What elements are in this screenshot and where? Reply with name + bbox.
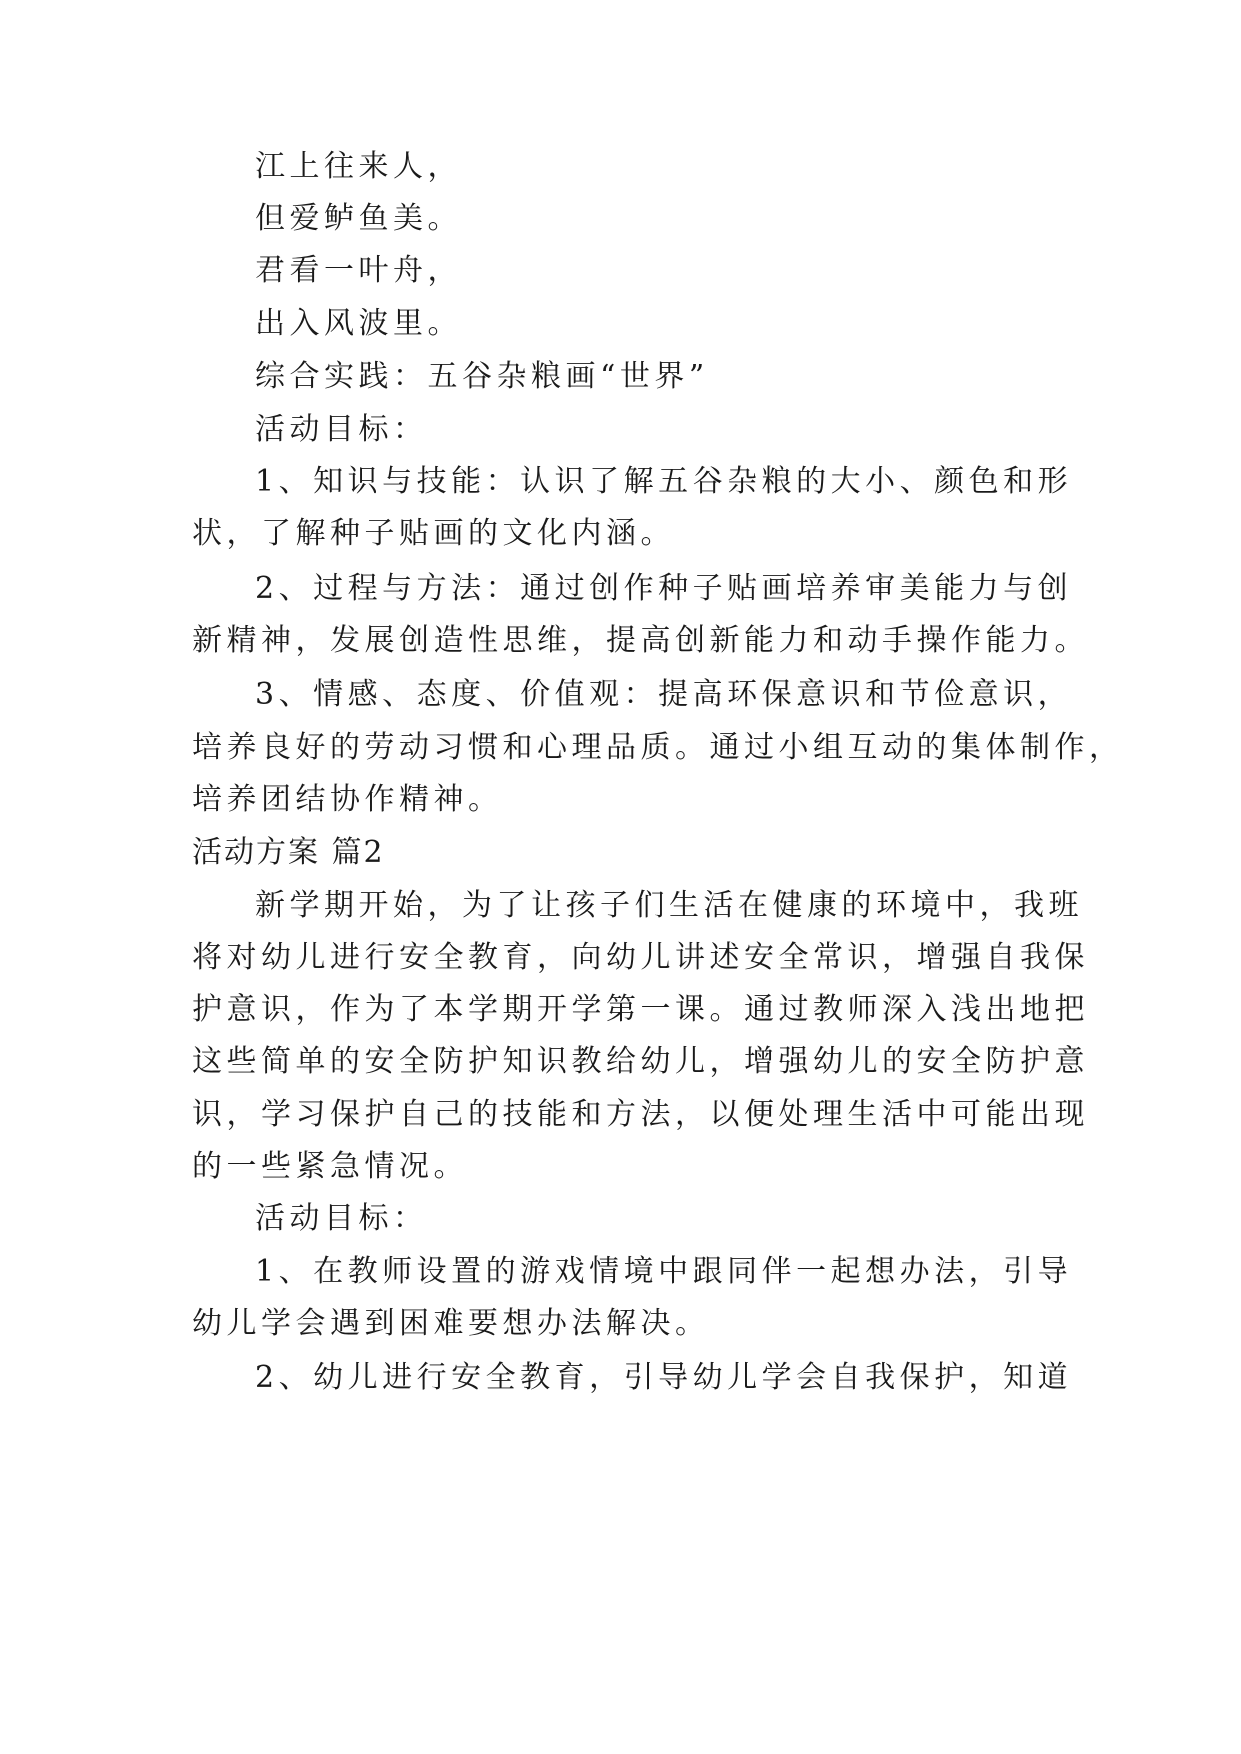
paragraph-line: 培养良好的劳动习惯和心理品质。通过小组互动的集体制作， — [192, 730, 1124, 765]
paragraph-line: 识，学习保护自己的技能和方法，以便处理生活中可能出现 — [192, 1097, 1089, 1132]
paragraph-line: 新精神，发展创造性思维，提高创新能力和动手操作能力。 — [192, 623, 1089, 658]
paragraph-line: 幼儿学会遇到困难要想办法解决。 — [192, 1306, 710, 1341]
paragraph-line: 1、知识与技能：认识了解五谷杂粮的大小、颜色和形 — [255, 464, 1073, 499]
poem-line: 君看一叶舟， — [255, 253, 462, 288]
poem-line: 但爱鲈鱼美。 — [255, 201, 462, 236]
paragraph-line: 2、过程与方法：通过创作种子贴画培养审美能力与创 — [255, 571, 1073, 606]
paragraph-line: 将对幼儿进行安全教育，向幼儿讲述安全常识，增强自我保 — [192, 940, 1089, 975]
paragraph-line: 状，了解种子贴画的文化内涵。 — [192, 516, 675, 551]
paragraph-line: 这些简单的安全防护知识教给幼儿，增强幼儿的安全防护意 — [192, 1044, 1089, 1079]
paragraph-line: 2、幼儿进行安全教育，引导幼儿学会自我保护，知道 — [255, 1360, 1073, 1395]
goals-label: 活动目标： — [255, 412, 428, 447]
paragraph-line: 新学期开始，为了让孩子们生活在健康的环境中，我班 — [255, 888, 1083, 923]
section-heading: 活动方案 篇2 — [192, 835, 385, 870]
paragraph-line: 护意识，作为了本学期开学第一课。通过教师深入浅出地把 — [192, 992, 1089, 1027]
poem-line: 江上往来人， — [255, 149, 462, 184]
practice-title: 综合实践：五谷杂粮画“世界” — [255, 359, 709, 394]
paragraph-line: 的一些紧急情况。 — [192, 1149, 468, 1184]
paragraph-line: 1、在教师设置的游戏情境中跟同伴一起想办法，引导 — [255, 1254, 1073, 1289]
goals-label: 活动目标： — [255, 1201, 428, 1236]
poem-line: 出入风波里。 — [255, 306, 462, 341]
paragraph-line: 3、情感、态度、价值观：提高环保意识和节俭意识， — [255, 677, 1073, 712]
paragraph-line: 培养团结协作精神。 — [192, 782, 503, 817]
